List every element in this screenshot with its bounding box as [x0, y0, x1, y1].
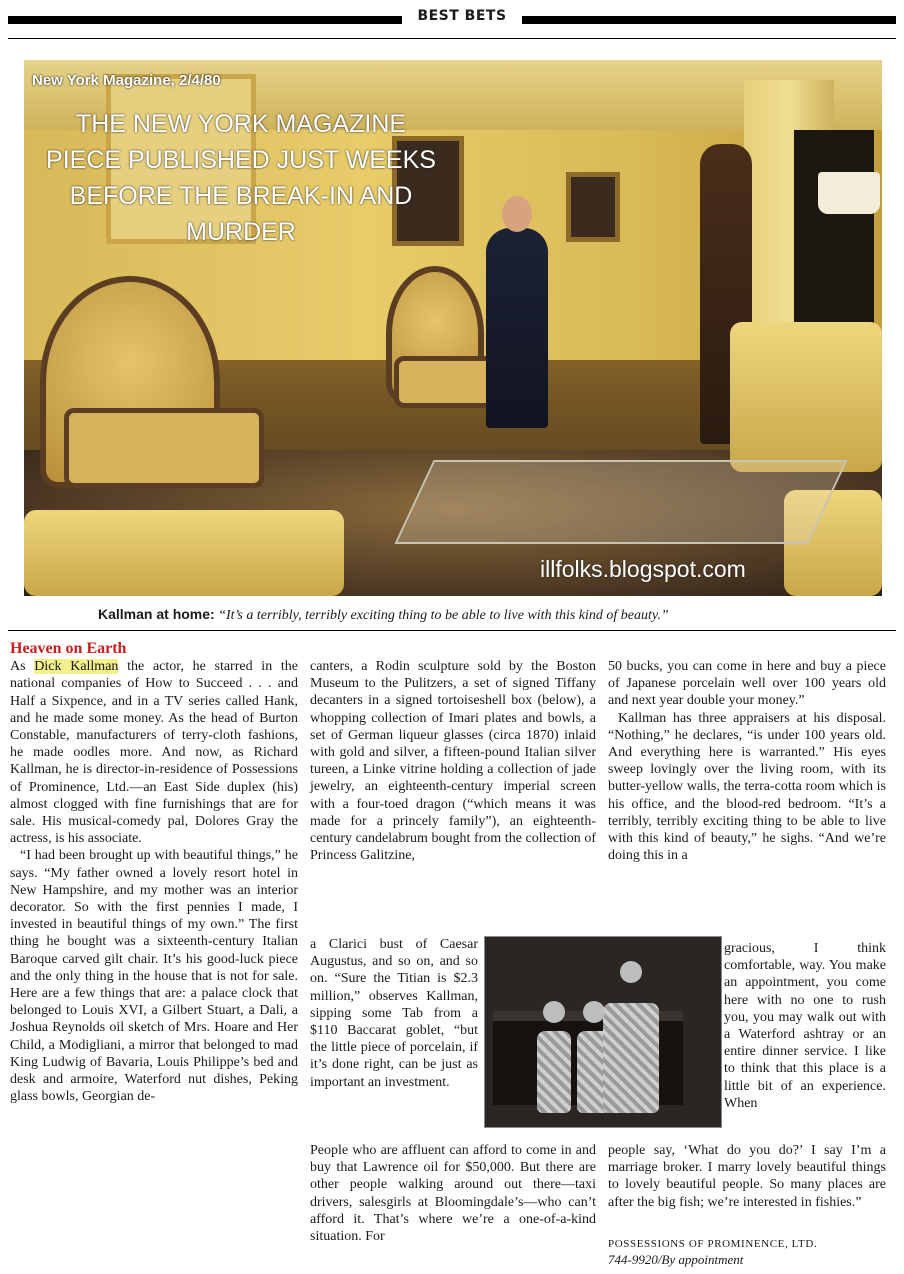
- article-paragraph: canters, a Rodin sculpture sold by the Boston Museum to the Pulitzers, a set of signed Tiffany decanters in a signed tortoiseshell box (below), a whopping collection of Imari plates and bowls, a set of German liqueur glasses (circa 1870) inlaid with gold and silver, a fifteen-pound Italian silver tureen, a Linke vitrine holding a collection of jade jewelry, an eighteenth-century imperial screen with a four-toed dragon (“which means it was made for a princely family”), an eighteenth-century candelabrum bought from the collection of Princess Galitzine,: [310, 659, 596, 864]
- section-header: [8, 8, 896, 34]
- paragraph-text: the actor, he starred in the national companies of How to Succeed . . . and Half a Sixpence, and in a TV series called Hank, and he made some money. As the head of Burton Constable, manufacturers of terry-cloth fashions, he made oodles more. And now, as Richard Kallman, he is director-in-residence of Possessions of Prominence, Ltd.—an East Side duplex (his) almost clogged with fine furnishings that are for sale. His musical-comedy pal, Dolores Gray the actress, is his associate.: [10, 659, 299, 847]
- decanter-stopper: [620, 961, 642, 983]
- article-column-3: [608, 658, 886, 864]
- decanter-bottle: [603, 1003, 659, 1113]
- paragraph-text: As: [10, 659, 35, 675]
- caption-divider: [8, 630, 896, 631]
- photo-headline-overlay: THE NEW YORK MAGAZINE PIECE PUBLISHED JUST WEEKS BEFORE THE BREAK-IN AND MURDER: [46, 110, 436, 246]
- decanter-stopper: [583, 1001, 605, 1023]
- photo-chair-left-seat: [64, 408, 264, 488]
- photo-lamp: [818, 172, 880, 214]
- decanter-stopper: [543, 1001, 565, 1023]
- article-column-2-bottom: People who are affluent can afford to come in and buy that Lawrence oil for $50,000. But there are other people walking around out there—taxi drivers, salesgirls at Bloomingdale’s—who can’t afford it. That’s where we’re a one-of-a-kind situation. For: [310, 1143, 596, 1245]
- header-divider: [8, 38, 896, 39]
- photo-date-overlay: New York Magazine, 2/4/80: [32, 72, 221, 89]
- section-tag: BEST BETS: [417, 8, 507, 24]
- article-paragraph: “I had been brought up with beautiful things,” he says. “My father owned a lovely resort hotel in New Hampshire, and my mother was an interior decorator. So with the first pennies I made, I invested in beautiful things of my own.” The first thing he bought was a sixteenth-century Italian Baroque carved gilt chair. It’s his good-luck piece and the only thing in the house that is not for sale. Here are a few things that are: a palace clock that belonged to Louis XVI, a Gilbert Stuart, a Dali, a Joshua Reynolds oil sketch of Mrs. Hoare and Her Child, a Modigliani, a mirror that belonged to mad King Ludwig of Bavaria, Louis Philippe’s bed and desk and armoire, Waterford nut dishes, Peking glass bowls, Georgian de-: [10, 848, 298, 1105]
- decanter-photo: [484, 936, 722, 1128]
- article-headline: Heaven on Earth: [10, 640, 127, 657]
- article-column-3-bottom: people say, ‘What do you do?’ I say I’m a marriage broker. I marry lovely beautiful things to lovely beautiful people. So many places are after the big fish; we’re interested in fishies.”: [608, 1143, 886, 1210]
- business-contact: 744-9920/By appointment: [608, 1252, 744, 1267]
- article-column-2-wrap: a Clarici bust of Caesar Augustus, and so on, and so on. “Sure the Titian is $2.3 million,” observes Kallman, sipping some Tab from a $110 Baccarat goblet, “but the little piece of porcelain, if it’s done right, can be just as important an investment.: [310, 937, 478, 1090]
- article-paragraph: 50 bucks, you can come in here and buy a piece of Japanese porcelain well over 100 years old and next year double your money.”: [608, 659, 886, 709]
- photo-kallman-head: [502, 196, 532, 232]
- photo-glass-table: [394, 460, 847, 544]
- header-rule-right: [522, 16, 896, 24]
- header-rule-left: [8, 16, 402, 24]
- photo-painting-small: [566, 172, 620, 242]
- decanter-bottle: [537, 1031, 571, 1113]
- article-paragraph: Kallman has three appraisers at his disposal. “Nothing,” he declares, “is under 100 years old. And everything here is warranted.” His eyes sweep lovingly over the living room, with its butter-yellow walls, the terra-cotta room which is his office, and the blood-red bedroom. “It’s a terribly, terribly exciting thing to be able to live with this kind of beauty,” he sighs. “And we’re doing this in a: [608, 710, 886, 864]
- photo-sofa-right: [730, 322, 882, 472]
- caption-quote: “It’s a terribly, terribly exciting thing to be able to live with this kind of beauty.”: [218, 608, 669, 623]
- article-column-2: [310, 658, 596, 864]
- article-column-3-wrap: gracious, I think comfortable, way. You make an appointment, you come here with no one to rush you, you may walk out with a Waterford ashtray or an entire dinner service. I like to think that this place is a little bit of an experience. When: [724, 941, 886, 1111]
- photo-caption: [98, 606, 669, 624]
- caption-label: Kallman at home:: [98, 606, 215, 622]
- photo-sofa-front: [24, 510, 344, 596]
- business-signoff: POSSESSIONS OF PROMINENCE, LTD.: [608, 1238, 818, 1250]
- photo-blog-watermark: illfolks.blogspot.com: [540, 556, 746, 582]
- photo-kallman: [486, 228, 548, 428]
- article-column-1: [10, 640, 298, 1105]
- article-paragraph: [10, 658, 298, 847]
- highlighted-name: Dick Kallman: [34, 659, 119, 675]
